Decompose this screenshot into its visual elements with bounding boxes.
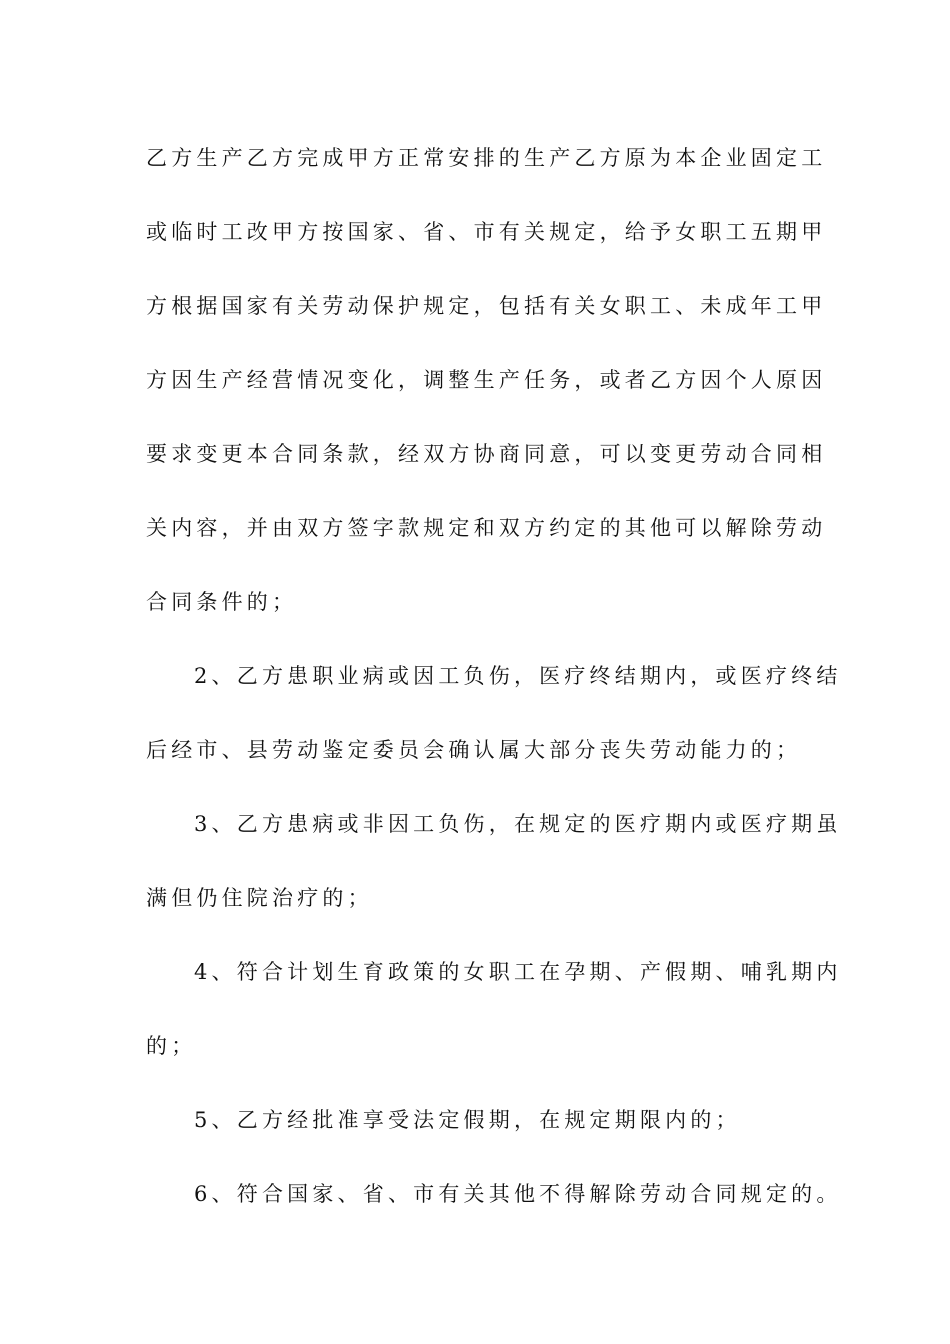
text-line: 要求变更本合同条款，经双方协商同意，可以变更劳动合同相: [146, 442, 827, 466]
text-line: 后经市、县劳动鉴定委员会确认属大部分丧失劳动能力的；: [146, 738, 802, 762]
clause-4-line: 4、符合计划生育政策的女职工在孕期、产假期、哺乳期内: [194, 960, 842, 984]
text-line: 方根据国家有关劳动保护规定，包括有关女职工、未成年工甲: [146, 294, 827, 318]
text-line: 关内容，并由双方签字款规定和双方约定的其他可以解除劳动: [146, 516, 827, 540]
text-line: 的；: [146, 1034, 197, 1058]
clause-3-line: 3、乙方患病或非因工负伤，在规定的医疗期内或医疗期虽: [194, 812, 842, 836]
text-line: 方因生产经营情况变化，调整生产任务，或者乙方因个人原因: [146, 368, 827, 392]
clause-2-line: 2、乙方患职业病或因工负伤，医疗终结期内，或医疗终结: [194, 664, 842, 688]
document-body: [146, 128, 842, 1238]
text-line: 合同条件的；: [146, 590, 298, 614]
text-line: 满但仍住院治疗的；: [146, 886, 373, 910]
text-line: 乙方生产乙方完成甲方正常安排的生产乙方原为本企业固定工: [146, 146, 827, 170]
text-line: 或临时工改甲方按国家、省、市有关规定，给予女职工五期甲: [146, 220, 827, 244]
clause-6-line: 6、符合国家、省、市有关其他不得解除劳动合同规定的。: [194, 1182, 842, 1206]
clause-5-line: 5、乙方经批准享受法定假期，在规定期限内的；: [194, 1108, 741, 1132]
